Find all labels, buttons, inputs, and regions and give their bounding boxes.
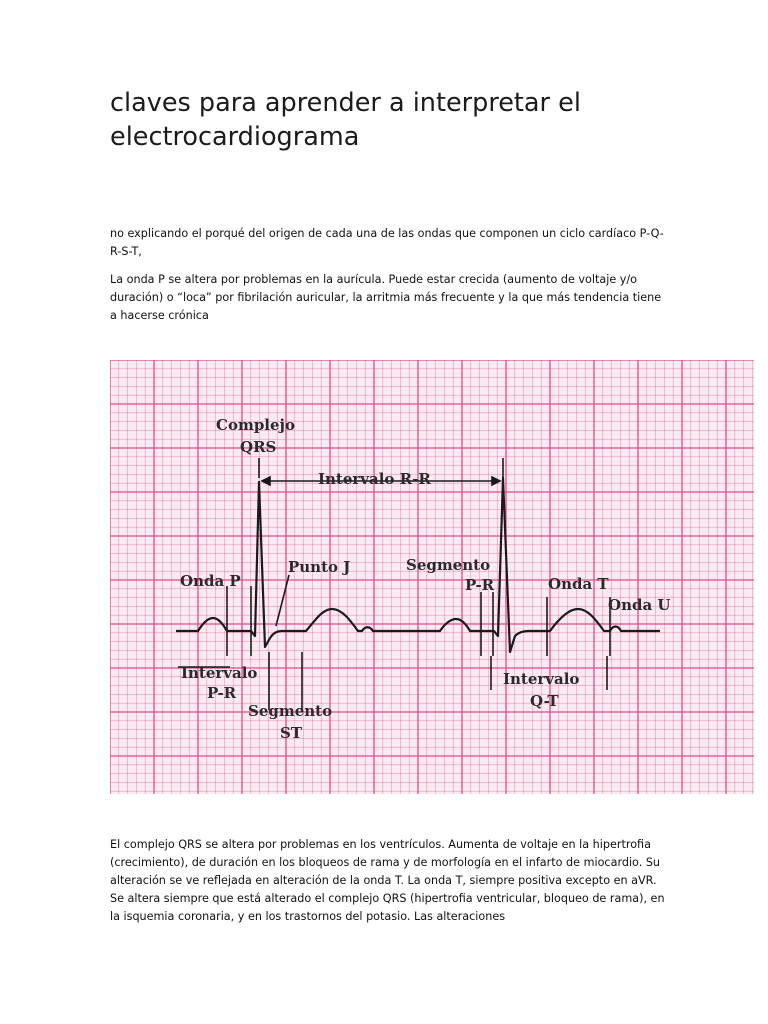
label-complejo-line1: Complejo xyxy=(216,416,295,434)
paragraph-complejo-qrs: El complejo QRS se altera por problemas en los ventrículos. Aumenta de voltaje en la hipertrofia (crecimiento), de duración en los bloqueos de rama y de morfología en el infarto de miocardio. Su alteración se ve reflejada en alteración de la onda T. La onda T, siempre positiva excepto en aVR. Se altera siempre que está alterado el complejo QRS (hipertrofia ventricular, bloqueo de rama), en la isquemia coronaria, y en los trastornos del potasio. Las alteraciones xyxy=(110,838,665,923)
label-punto-j: Punto J xyxy=(288,558,351,576)
label-intervalo-qt-line1: Intervalo xyxy=(503,670,580,688)
label-segmento-st-line2: ST xyxy=(280,724,302,742)
ecg-figure xyxy=(110,360,754,794)
ecg-diagram xyxy=(110,360,754,794)
paragraph-intro: no explicando el porqué del origen de cada una de las ondas que componen un ciclo cardíaco P-Q-R-S-T, xyxy=(110,227,664,258)
label-intervalo-rr: Intervalo R-R xyxy=(318,470,431,488)
label-complejo-line2: QRS xyxy=(240,438,277,456)
label-onda-p: Onda P xyxy=(180,572,241,590)
paragraph-onda-p: La onda P se altera por problemas en la aurícula. Puede estar crecida (aumento de voltaje y/o duración) o “loca” por fibrilación auricular, la arritmia más frecuente y la que más tendencia tiene a hacerse crónica xyxy=(110,273,662,322)
label-intervalo-pr-line1: Intervalo xyxy=(181,664,258,682)
page-title: claves para aprender a interpretar el electrocardiograma xyxy=(110,88,581,152)
label-segmento-pr-line2: P-R xyxy=(465,576,495,594)
label-intervalo-pr-line2: P-R xyxy=(207,684,237,702)
label-segmento-st-line1: Segmento xyxy=(248,702,333,720)
label-onda-t: Onda T xyxy=(548,575,609,593)
label-intervalo-qt-line2: Q-T xyxy=(530,692,559,710)
label-onda-u: Onda U xyxy=(608,596,671,614)
label-segmento-pr-line1: Segmento xyxy=(406,556,491,574)
